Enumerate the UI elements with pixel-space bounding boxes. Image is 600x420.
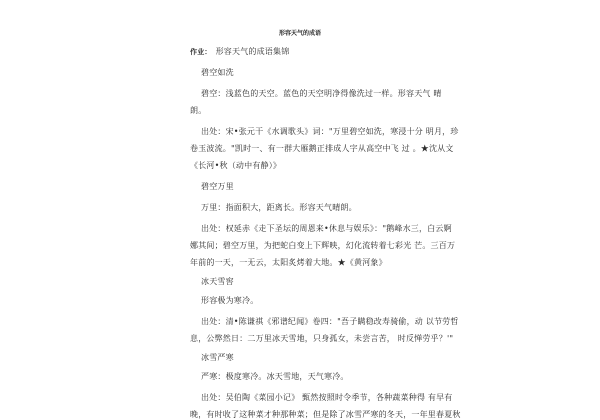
text-line: 出处：吴伯陶《菜园小记》 甄然按照时令季节，各种蔬菜种得 有早有 (201, 393, 453, 402)
text-line: 形容极为寒冷。 (201, 296, 259, 305)
idiom-heading: 碧空如洗 (201, 68, 234, 77)
text-line: 年前的一天，一无云，太阳炙烤着大地。★《黄河象》 (190, 258, 387, 267)
text-line: 碧空：浅蓝色的天空。蓝色的天空明净得像洗过一样。形容天气 晴 (201, 89, 442, 98)
text-line: 出处：权延赤《走下圣坛的周恩来•休息与娱乐》："鹅峰水三，白云婀 (201, 224, 452, 233)
text-line: 息，公弊然日：二万里冰天雪地，只身孤女，未尝言苦， 时反惮劳乎？'" (190, 334, 454, 343)
document-title: 形容天气的成语 (278, 30, 321, 37)
text-line: 《长河•秋（动中有静）》 (190, 161, 282, 170)
text-line: 朗。 (190, 106, 207, 115)
text-line: 卷玉波流。"凯时一、有一群大雁鹅正排成人字从高空中飞 过 。★沈从文 (190, 144, 454, 153)
idiom-heading: 碧空万里 (201, 182, 234, 191)
document-body (190, 46, 590, 420)
header-subtitle: 形容天气的成语集锦 (215, 47, 290, 56)
text-line: 严寒：极度寒冷。冰天雪地，天气寒冷。 (201, 372, 349, 381)
text-line: 出处：清•陈谦祺《邪谱纪闻》卷四："吾子瞒稳改寿骑偷，动 以节劳哲 (201, 317, 459, 326)
header-label: 作业： (190, 47, 212, 56)
text-line: 出处：宋•张元干《水调歌头》词："万里碧空如洗，寒浸十分 明月，珍 (201, 127, 459, 136)
idiom-heading: 冰天雪窖 (201, 277, 234, 286)
text-line: 万里：指面积大，距离长。形容天气晴朗。 (201, 203, 357, 212)
text-line: 晚，有时收了这种菜才种那种菜；但是除了冰雪严寒的冬天，一年里春夏秋 (190, 410, 461, 419)
header-line (190, 46, 590, 57)
text-line: 娜其间；碧空万里，为把蛇白变上下辉映，幻化流转着七彩光 芒。三百万 (190, 241, 456, 250)
idiom-heading: 冰雪严寒 (201, 353, 234, 362)
